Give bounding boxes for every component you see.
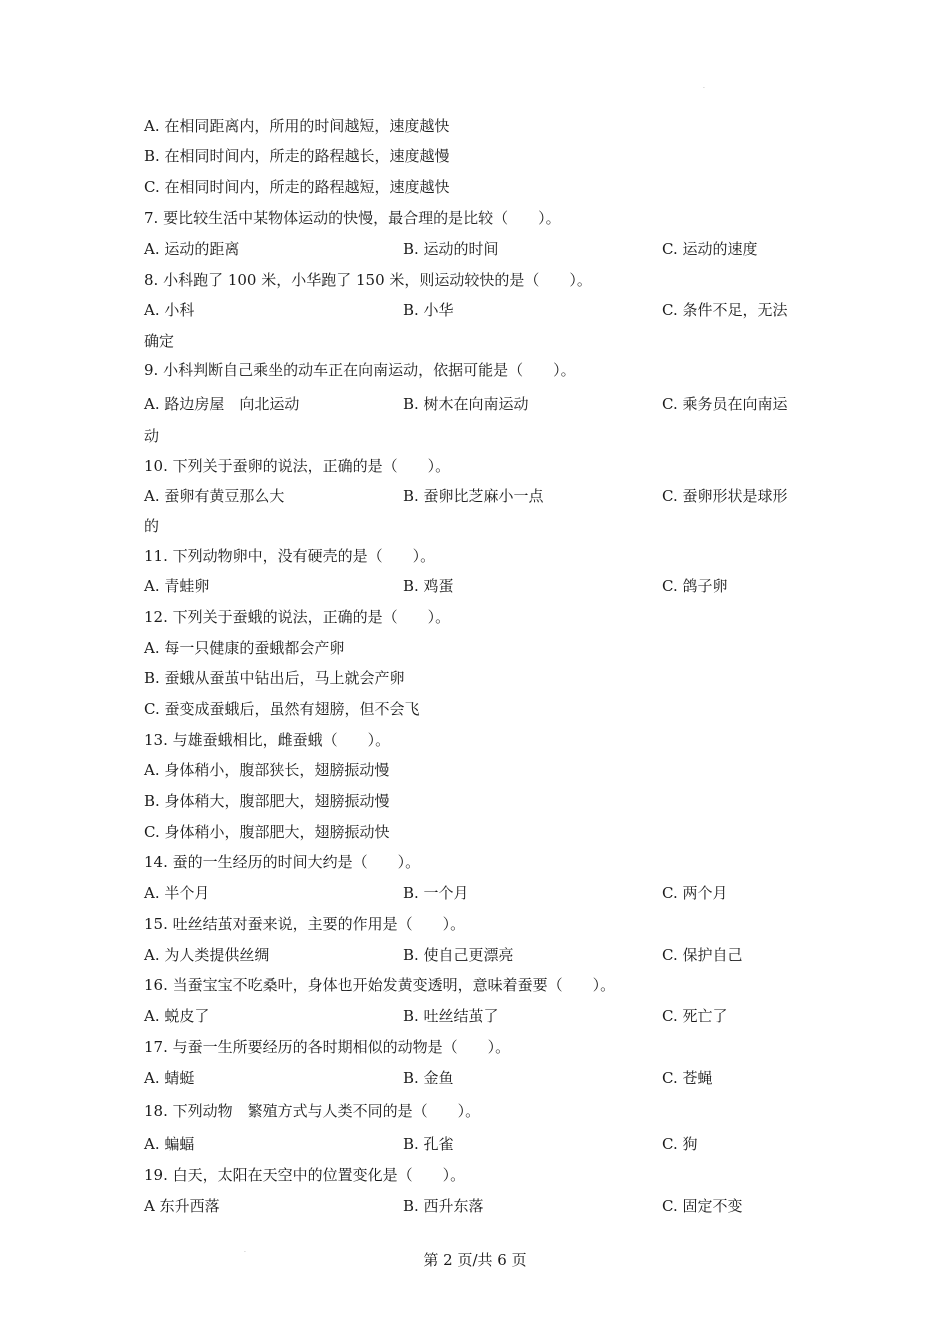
q8-stem: 8. 小科跑了 100 米，小华跑了 150 米，则运动较快的是（ ）。 xyxy=(144,271,592,289)
q13-option-b: B. 身体稍大，腹部肥大，翅膀振动慢 xyxy=(144,792,390,810)
q19-option-a: A 东升西落 xyxy=(144,1197,220,1215)
q12-option-b: B. 蚕蛾从蚕茧中钻出后，马上就会产卵 xyxy=(144,669,405,687)
q9-option-a: A. 路边房屋 向北运动 xyxy=(144,395,300,413)
q8-option-a: A. 小科 xyxy=(144,301,195,319)
q6-option-b: B. 在相同时间内，所走的路程越长，速度越慢 xyxy=(144,147,450,165)
q12-stem: 12. 下列关于蚕蛾的说法，正确的是（ ）。 xyxy=(144,608,451,626)
q18-stem: 18. 下列动物 繁殖方式与人类不同的是（ ）。 xyxy=(144,1102,481,1120)
q11-option-c: C. 鸽子卵 xyxy=(662,577,728,595)
q16-option-c: C. 死亡了 xyxy=(662,1007,728,1025)
q13-stem: 13. 与雄蚕蛾相比，雌蚕蛾（ ）。 xyxy=(144,731,391,749)
q8-option-c-continued: 确定 xyxy=(144,332,175,350)
q19-option-b: B. 西升东落 xyxy=(403,1197,484,1215)
q14-option-b: B. 一个月 xyxy=(403,884,469,902)
q15-option-a: A. 为人类提供丝绸 xyxy=(144,946,270,964)
q13-option-a: A. 身体稍小，腹部狭长，翅膀振动慢 xyxy=(144,761,390,779)
q10-option-a: A. 蚕卵有黄豆那么大 xyxy=(144,487,285,505)
q19-option-c: C. 固定不变 xyxy=(662,1197,743,1215)
q9-option-c: C. 乘务员在向南运 xyxy=(662,395,788,413)
q14-option-c: C. 两个月 xyxy=(662,884,728,902)
page-footer: 第 2 页/共 6 页 xyxy=(423,1251,527,1269)
q10-option-c: C. 蚕卵形状是球形 xyxy=(662,487,788,505)
q15-option-c: C. 保护自己 xyxy=(662,946,743,964)
q11-stem: 11. 下列动物卵中，没有硬壳的是（ ）。 xyxy=(144,547,436,565)
q17-stem: 17. 与蚕一生所要经历的各时期相似的动物是（ ）。 xyxy=(144,1038,511,1056)
q17-option-c: C. 苍蝇 xyxy=(662,1069,713,1087)
q8-option-b: B. 小华 xyxy=(403,301,454,319)
q18-option-a: A. 蝙蝠 xyxy=(144,1135,195,1153)
q16-option-b: B. 吐丝结茧了 xyxy=(403,1007,499,1025)
q7-stem: 7. 要比较生活中某物体运动的快慢，最合理的是比较（ ）。 xyxy=(144,209,561,227)
q14-stem: 14. 蚕的一生经历的时间大约是（ ）。 xyxy=(144,853,421,871)
q12-option-c: C. 蚕变成蚕蛾后，虽然有翅膀，但不会飞 xyxy=(144,700,420,718)
q18-option-c: C. 狗 xyxy=(662,1135,698,1153)
q17-option-b: B. 金鱼 xyxy=(403,1069,454,1087)
q7-option-b: B. 运动的时间 xyxy=(403,240,499,258)
q12-option-a: A. 每一只健康的蚕蛾都会产卵 xyxy=(144,639,345,657)
q7-option-a: A. 运动的距离 xyxy=(144,240,240,258)
q14-option-a: A. 半个月 xyxy=(144,884,210,902)
q8-option-c: C. 条件不足，无法 xyxy=(662,301,788,319)
q9-option-b: B. 树木在向南运动 xyxy=(403,395,529,413)
q6-option-a: A. 在相同距离内，所用的时间越短，速度越快 xyxy=(144,117,450,135)
q6-option-c: C. 在相同时间内，所走的路程越短，速度越快 xyxy=(144,178,450,196)
q18-option-b: B. 孔雀 xyxy=(403,1135,454,1153)
q17-option-a: A. 蜻蜓 xyxy=(144,1069,195,1087)
q7-option-c: C. 运动的速度 xyxy=(662,240,758,258)
scan-mark-top: · xyxy=(703,85,705,92)
q10-option-b: B. 蚕卵比芝麻小一点 xyxy=(403,487,544,505)
q19-stem: 19. 白天，太阳在天空中的位置变化是（ ）。 xyxy=(144,1166,466,1184)
q13-option-c: C. 身体稍小，腹部肥大，翅膀振动快 xyxy=(144,823,390,841)
q15-option-b: B. 使自己更漂亮 xyxy=(403,946,514,964)
q16-option-a: A. 蜕皮了 xyxy=(144,1007,210,1025)
q11-option-a: A. 青蛙卵 xyxy=(144,577,210,595)
q11-option-b: B. 鸡蛋 xyxy=(403,577,454,595)
q9-option-c-continued: 动 xyxy=(144,427,160,445)
q9-stem: 9. 小科判断自己乘坐的动车正在向南运动，依据可能是（ ）。 xyxy=(144,361,576,379)
q10-stem: 10. 下列关于蚕卵的说法，正确的是（ ）。 xyxy=(144,457,451,475)
q15-stem: 15. 吐丝结茧对蚕来说，主要的作用是（ ）。 xyxy=(144,915,466,933)
scan-mark-bottom: · xyxy=(244,1249,246,1256)
q10-option-c-continued: 的 xyxy=(144,517,160,535)
q16-stem: 16. 当蚕宝宝不吃桑叶，身体也开始发黄变透明，意味着蚕要（ ）。 xyxy=(144,976,616,994)
